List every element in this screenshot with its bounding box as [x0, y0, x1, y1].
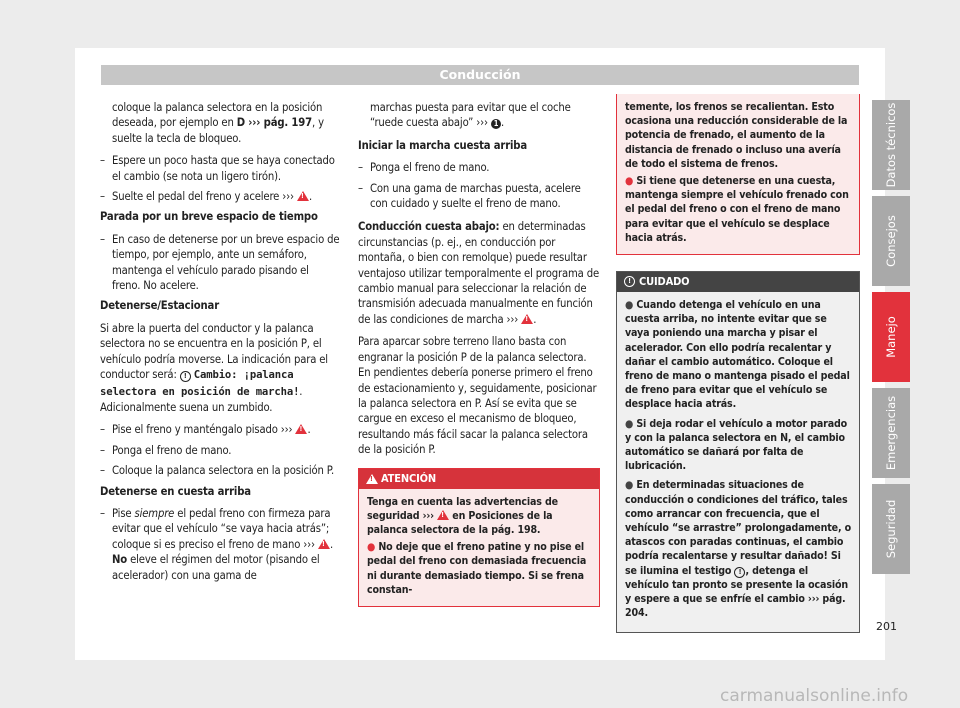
section-heading: Parada por un breve espacio de tiempo	[100, 210, 318, 224]
section-heading: Detenerse en cuesta arriba	[100, 484, 251, 498]
paragraph: Conducción cuesta abajo: en determinadas circunstancias (p. ej., en conducción por montaña, o bien con remolque) puede resultar ventajoso utilizar temporalmente el programa de cambio manual para seleccionar la relación de transmisión adecuada manualmente en función de las condiciones de marcha ››› ! .	[358, 219, 600, 327]
page-number: 201	[876, 620, 897, 633]
list-item: – Pise siempre el pedal freno con firmeza para evitar que el vehículo “se vaya hacia atrás”; coloque si es preciso el freno de mano ››› ! . No eleve el régimen del motor (pisando el acelerador) con una gama de	[100, 506, 340, 583]
warning-icon[interactable]	[521, 314, 533, 324]
note-reference-icon[interactable]: 1	[491, 119, 501, 129]
section-heading: Iniciar la marcha cuesta arriba	[358, 138, 528, 152]
list-item: – Coloque la palanca selectora en la posición P.	[100, 464, 335, 478]
tab-seguridad[interactable]: Seguridad	[872, 484, 910, 574]
list-item: – Espere un poco hasta que se haya conectado el cambio (se nota un ligero tirón).	[100, 154, 335, 183]
bullet-icon: ●	[625, 417, 634, 430]
paragraph: marchas puesta para evitar que el coche “ruede cuesta abajo” ››› 1 .	[370, 101, 571, 130]
paragraph: Si abre la puerta del conductor y la palanca selectora no se encuentra en la posición P, el vehículo podría moverse. La indicación para el conductor será: ! Cambio: ¡palanca selectora en posición de marcha!. Adicionalmente suena un zumbido.	[100, 321, 328, 414]
warning-icon[interactable]	[297, 191, 309, 201]
section-heading: Detenerse/Estacionar	[100, 299, 220, 313]
paragraph: Para aparcar sobre terreno llano basta con engranar la posición P de la palanca selectora. En pendientes debería ponerse primero el freno de estacionamiento y, seguidamente, posicionar la palanca selectora en P. Así se evita que se cargue en exceso el mecanismo de bloqueo, resultando más fácil sacar la palanca selectora de la posición P.	[358, 335, 597, 457]
warning-icon[interactable]	[318, 539, 330, 549]
warning-box-body: temente, los frenos se recalientan. Esto ocasiona una reducción considerable de la potencia de frenado, el aumento de la distancia de frenado o incluso una avería de todo el sistema de frenos. ● Si tiene que detenerse en una cuesta, mantenga siempre el vehículo frenado con el pedal del freno o con el freno de mano para evitar que el vehículo se desplace hacia atrás.	[625, 101, 849, 244]
tab-emergencias[interactable]: Emergencias	[872, 388, 910, 478]
warning-box	[358, 468, 600, 607]
warning-box-header: ! ATENCIÓN	[359, 469, 599, 489]
caution-box	[616, 271, 860, 632]
tab-datos-tecnicos[interactable]: Datos técnicos	[872, 100, 910, 190]
section-tabs	[872, 100, 910, 580]
column-1	[100, 100, 340, 588]
bullet-icon: ●	[625, 299, 634, 312]
column-2	[358, 100, 600, 607]
tab-manejo[interactable]: Manejo	[872, 292, 910, 382]
list-item: – Suelte el pedal del freno y acelere ››› ! .	[100, 189, 340, 204]
column-3	[616, 94, 860, 633]
list-item: – Pise el freno y manténgalo pisado ››› ! .	[100, 422, 340, 437]
paragraph: coloque la palanca selectora en la posición deseada, por ejemplo en D ››› pág. 197, y suelte la tecla de bloqueo.	[112, 101, 324, 145]
warning-box-continued	[616, 94, 860, 255]
warning-icon[interactable]	[295, 424, 307, 434]
caution-box-body: ● Cuando detenga el vehículo en una cuesta arriba, no intente evitar que se vaya poniendo una marcha y pisar el acelerador. Con ello podría recalentar y dañar el cambio automático. Coloque el freno de mano o mantenga pisado el pedal de freno para evitar que el vehículo se desplace hacia atrás. ● Si deja rodar el vehículo a motor parado y con la palanca selectora en N, el cambio automático se dañará por falta de lubricación. ● En determinadas situaciones de conducción o condiciones del tráfico, tales como arrancar con frecuencia, que el vehículo “se arrastre” prolongadamente, o atascos con paradas continuas, el cambio podría recalentarse y resultar dañado! Si se ilumina el testigo ! , detenga el vehículo tan pronto se presente la ocasión y espere a que se enfríe el cambio ››› pág. 204.	[625, 299, 851, 620]
list-item: – En caso de detenerse por un breve espacio de tiempo, por ejemplo, ante un semáforo, mantenga el vehículo parado pisando el freno. No acelere.	[100, 232, 340, 293]
indicator-lamp-icon: !	[734, 567, 745, 578]
info-indicator-icon: !	[180, 371, 191, 382]
caution-box-header: ! CUIDADO	[617, 272, 859, 292]
caution-icon: !	[624, 276, 635, 287]
warning-icon	[366, 474, 378, 484]
warning-icon[interactable]	[437, 510, 449, 520]
bullet-icon: ●	[367, 541, 376, 554]
bullet-icon: ●	[625, 175, 634, 188]
list-item: – Ponga el freno de mano.	[100, 443, 232, 457]
page-header: Conducción	[101, 65, 859, 85]
page-link[interactable]: D ››› pág. 197	[236, 116, 312, 130]
warning-box-body: Tenga en cuenta las advertencias de seguridad ››› ! en Posiciones de la palanca selectora de la pág. 198. ● No deje que el freno patine y no pise el pedal del freno con demasiada frecuencia ni durante demasiado tiempo. Si se frena constan-	[359, 489, 599, 606]
display-message: Cambio: ¡palanca selectora en posición de marcha!	[100, 369, 300, 398]
list-item: – Ponga el freno de mano.	[358, 161, 490, 175]
bullet-icon: ●	[625, 479, 634, 492]
tab-consejos[interactable]: Consejos	[872, 196, 910, 286]
list-item: – Con una gama de marchas puesta, acelere con cuidado y suelte el freno de mano.	[358, 181, 581, 211]
watermark: carmanualsonline.info	[720, 686, 909, 706]
